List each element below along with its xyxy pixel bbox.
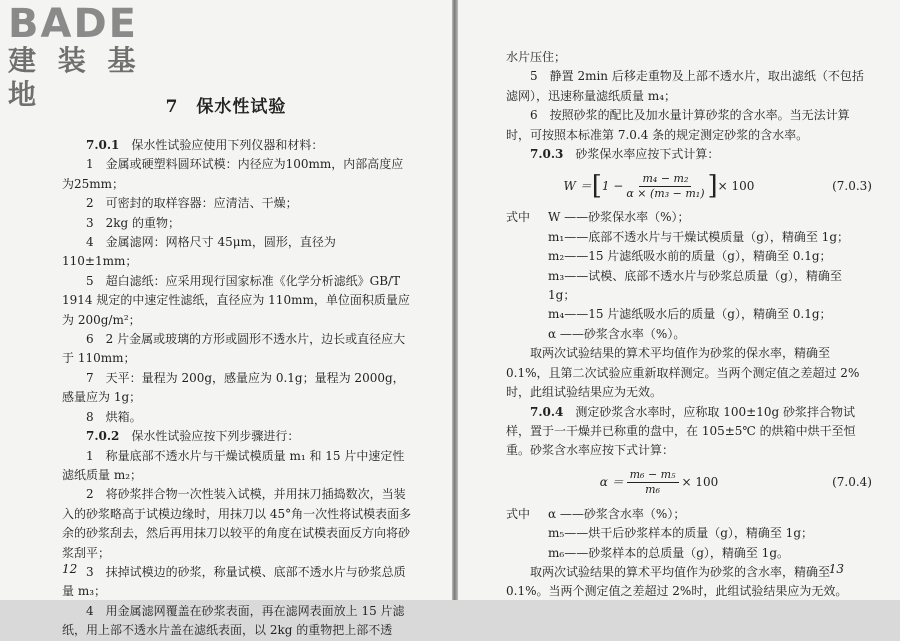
clause-7-0-4: 7.0.4 测定砂浆含水率时，应称取 100±10g 砂浆拌合物试样，置于一干燥并已称重的盘中，在 105±5℃ 的烘箱中烘干至恒重。砂浆含水率应按下式计算：	[506, 404, 856, 458]
formula-7-0-4	[506, 465, 872, 501]
formula-number: (7.0.4)	[832, 475, 872, 490]
formula-one: 1 −	[601, 178, 624, 193]
list-item: 4 用金属滤网覆盖在砂浆表面，再在滤网表面放上 15 片滤纸，用上部不透水片盖在滤纸表面，以 2kg 的重物把上部不透	[62, 603, 405, 638]
variable-list: 式中 α ——砂浆含水率（%）； m₅——烘干后砂浆样本的质量（g），精确至 1g； m₆——砂浆样本的总质量（g），精确至 1g。	[506, 505, 872, 563]
variable-definition: α ——砂浆含水率（%）。	[548, 326, 686, 341]
formula-fraction: $\frac{\text{m₆ − m₅}}{\text{m₆}}$	[627, 468, 679, 497]
formula-number: (7.0.3)	[832, 178, 872, 193]
list-item: 8 烘箱。	[86, 409, 142, 424]
list-item: 7 天平：量程为 200g，感量应为 0.1g；量程为 2000g，感量应为 1g；	[62, 370, 405, 405]
left-column	[62, 136, 414, 641]
list-item: 5 静置 2min 后移走重物及上部不透水片，取出滤纸（不包括滤网），迅速称量滤纸质量 m₄；	[506, 69, 864, 103]
list-item: 2 可密封的取样容器：应清洁、干燥；	[86, 196, 298, 211]
logo-chinese: 建 装 基 地	[8, 44, 142, 111]
formula-tail: × 100	[717, 178, 755, 193]
page-number-right: 13	[828, 562, 844, 576]
chapter-title: 7 保水性试验	[165, 97, 287, 117]
list-item: 3 抹掉试模边的砂浆，称量试模、底部不透水片与砂浆总质量 m₃；	[62, 564, 406, 599]
formula-fraction: $\frac{\text{m₄ − m₂}}{\text{α × (m₃ − m₁)}}$	[626, 171, 705, 200]
clause-7-0-3: 7.0.3 砂浆保水率应按下式计算：	[530, 147, 720, 162]
variable-definition: m₅——烘干后砂浆样本的质量（g），精确至 1g；	[548, 526, 814, 541]
formula-lhs: α ＝	[599, 475, 624, 490]
variable-list: 式中 W ——砂浆保水率（%）； m₁——底部不透水片与干燥试模质量（g），精确至 1g； m₂——15 片滤纸吸水前的质量（g），精确至 0.1g； m₃——试模、底部不透水片与砂浆总质量（g），精确至 1g； m₄——15 片滤纸吸水后的质量（g），精确至 0.1g； α ——砂浆含水率（%）。	[506, 208, 872, 344]
variable-definition: m₄——15 片滤纸吸水后的质量（g），精确至 0.1g；	[548, 307, 832, 322]
clause-7-0-1: 7.0.1 保水性试验应使用下列仪器和材料：	[86, 138, 324, 152]
continued-text: 水片压住；	[506, 50, 567, 64]
list-item: 1 称量底部不透水片与干燥试模质量 m₁ 和 15 片中速定性滤纸质量 m₂；	[62, 448, 405, 482]
list-item: 5 超白滤纸：应采用现行国家标准《化学分析滤纸》GB/T 1914 规定的中速定性滤纸，直径应为 110mm，单位面积质量应为 200g/m²；	[62, 273, 410, 327]
right-column	[506, 48, 872, 602]
list-item: 1 金属或硬塑料圆环试模：内径应为100mm，内部高度应为25mm；	[62, 157, 404, 191]
variable-definition: m₁——底部不透水片与干燥试模质量（g），精确至 1g；	[548, 229, 850, 244]
right-page	[458, 0, 900, 600]
paragraph: 取两次试验结果的算术平均值作为砂浆的含水率，精确至 0.1%。当两个测定值之差超过 2%时，此组试验结果应为无效。	[506, 564, 848, 599]
page-number-left: 12	[62, 562, 78, 576]
paragraph: 取两次试验结果的算术平均值作为砂浆的保水率，精确至 0.1%，且第二次试验应重新取样测定。当两个测定值之差超过 2%时，此组试验结果应为无效。	[506, 346, 860, 400]
variable-definition: m₃——试模、底部不透水片与砂浆总质量（g），精确至 1g；	[548, 268, 842, 303]
formula-7-0-3: W ＝ [ 1 − $\frac{\text{m₄ − m₂}}{\text{α × (m₃ − m₁)}}$ ] × 100 (7.0.3)	[563, 171, 872, 202]
variable-definition: m₂——15 片滤纸吸水前的质量（g），精确至 0.1g；	[548, 249, 832, 264]
clause-7-0-2: 7.0.2 保水性试验应按下列步骤进行：	[86, 429, 300, 444]
list-item: 6 按照砂浆的配比及加水量计算砂浆的含水率。当无法计算时，可按照本标准第 7.0.4 条的规定测定砂浆的含水率。	[506, 108, 850, 142]
formula-tail: × 100	[681, 475, 719, 490]
logo-wordmark: BADE	[8, 1, 138, 47]
list-item: 3 2kg 的重物；	[86, 215, 181, 230]
variable-definition: m₆——砂浆样本的总质量（g），精确至 1g。	[548, 545, 790, 560]
left-page	[0, 0, 452, 638]
list-item: 2 将砂浆拌合物一次性装入试模，并用抹刀插捣数次，当装入的砂浆略高于试模边缘时，用抹刀以 45°角一次性将试模表面多余的砂浆刮去，然后再用抹刀以较平的角度在试模表面反方向将砂浆刮平；	[62, 487, 412, 560]
list-item: 4 金属滤网：网格尺寸 45μm，圆形，直径为 110±1mm；	[62, 235, 336, 269]
list-item: 6 2 片金属或玻璃的方形或圆形不透水片，边长或直径应大于 110mm；	[62, 332, 406, 366]
formula-lhs: W ＝	[563, 178, 592, 193]
